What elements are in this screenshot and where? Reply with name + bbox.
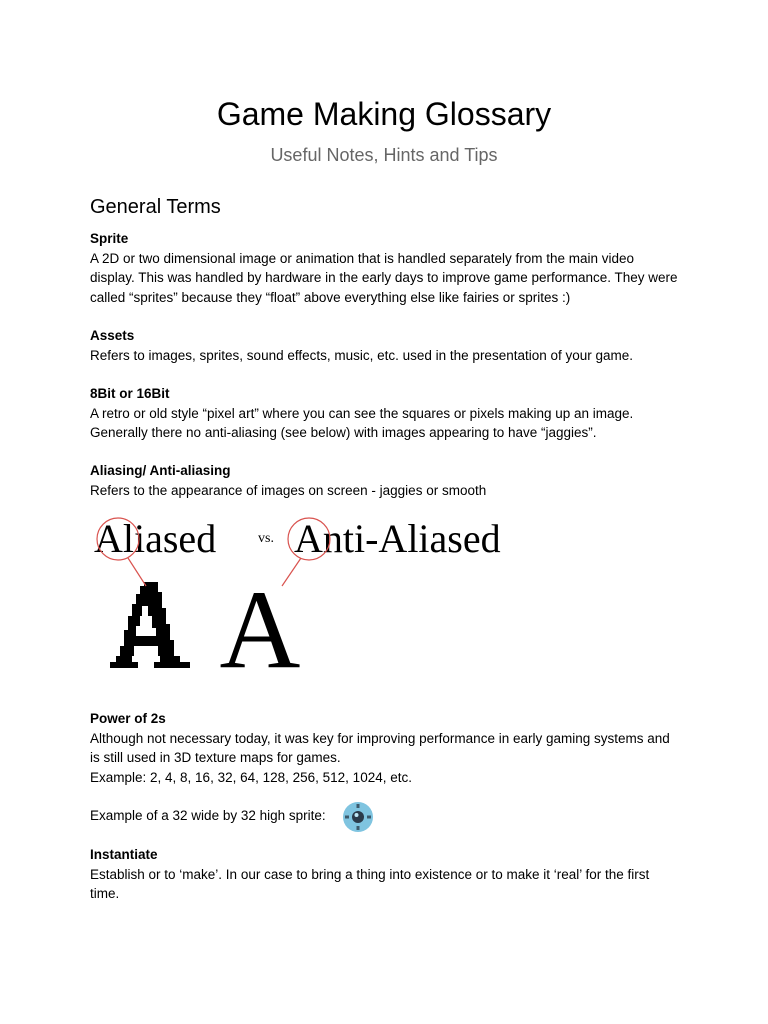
vs-label: vs.	[258, 531, 274, 546]
aliased-pixel-letter	[110, 582, 190, 668]
term-definition: Refers to the appearance of images on screen - jaggies or smooth	[90, 482, 487, 498]
term-8bit	[90, 384, 680, 443]
term-example: Example: 2, 4, 8, 16, 32, 64, 128, 256, 512, 1024, etc.	[90, 769, 412, 785]
section-heading: General Terms	[90, 196, 221, 218]
sprite-nub-top	[357, 804, 360, 808]
sprite-core	[352, 811, 364, 823]
term-definition: Refers to images, sprites, sound effects, music, etc. used in the presentation of your game.	[90, 347, 634, 363]
anti-aliased-label: Anti-Aliased	[294, 516, 501, 561]
term-definition: A retro or old style “pixel art” where you can see the squares or pixels making up an image. Generally there no anti-aliasing (see below) with images appearing to have “jaggies”.	[90, 405, 634, 440]
term-name: Aliasing/ Anti-aliasing	[90, 463, 231, 478]
term-name: Power of 2s	[90, 711, 166, 726]
page-subtitle: Useful Notes, Hints and Tips	[270, 145, 498, 165]
term-power-of-2s	[90, 709, 680, 787]
anti-aliased-letter: A	[219, 568, 301, 675]
aliased-callout-line	[128, 558, 146, 586]
sprite-example-text: Example of a 32 wide by 32 high sprite:	[90, 808, 326, 823]
term-definition: Although not necessary today, it was key for improving performance in early gaming systems and is still used in 3D texture maps for games.	[90, 730, 670, 765]
sprite-example-image	[341, 800, 375, 834]
page-title: Game Making Glossary	[216, 96, 552, 132]
term-name: Sprite	[90, 231, 129, 246]
sprite-nub-left	[345, 816, 349, 819]
term-definition: A 2D or two dimensional image or animation that is handled separately from the main video display. This was handled by hardware in the early days to improve game performance. They were called “sprites” because they “float” above everything else like fairies or sprites :)	[90, 250, 678, 305]
aliasing-comparison-figure	[90, 510, 560, 675]
aliased-label: Aliased	[94, 516, 217, 561]
term-name: Assets	[90, 328, 135, 343]
term-sprite	[90, 229, 680, 307]
sprite-core-shine	[355, 813, 359, 817]
sprite-nub-right	[367, 816, 371, 819]
sprite-nub-bottom	[357, 826, 360, 830]
term-definition: Establish or to ‘make’. In our case to bring a thing into existence or to make it ‘real’ for the first time.	[90, 866, 650, 901]
term-instantiate	[90, 845, 680, 904]
term-aliasing	[90, 461, 680, 500]
term-name: 8Bit or 16Bit	[90, 386, 170, 401]
term-name: Instantiate	[90, 847, 158, 862]
term-assets	[90, 326, 680, 365]
